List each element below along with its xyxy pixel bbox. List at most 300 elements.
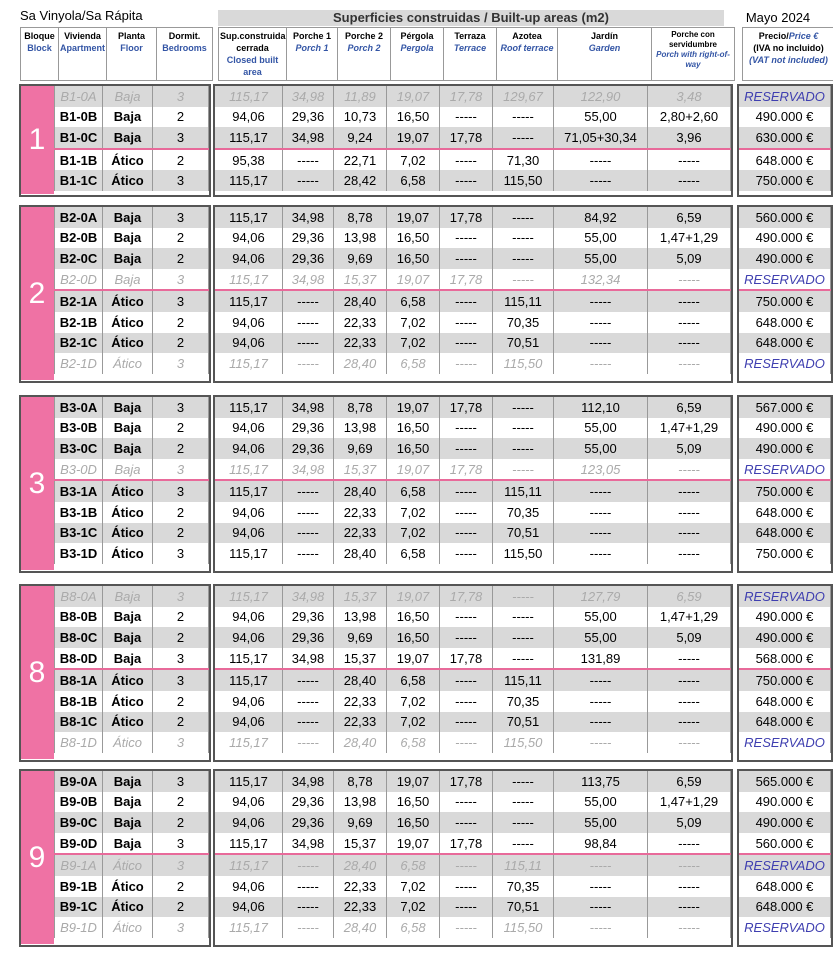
bedrooms-cell: 2	[153, 876, 209, 897]
closed-area-cell: 94,06	[215, 792, 283, 813]
table-row[interactable]	[55, 207, 831, 228]
roof-terrace-cell: 70,35	[493, 312, 554, 333]
garden-cell: 71,05+30,34	[554, 127, 648, 149]
garden-cell: -----	[554, 917, 648, 938]
bedrooms-cell: 3	[153, 917, 209, 938]
pergola-cell: 7,02	[387, 691, 440, 712]
price-cell: 750.000 €	[739, 480, 831, 502]
terrace-cell: -----	[440, 792, 493, 813]
price-cell: 648.000 €	[739, 149, 831, 171]
porch-2-cell: 22,33	[334, 712, 387, 733]
floor-type-cell: Ático	[103, 353, 153, 374]
porch-right-of-way-cell: 5,09	[648, 438, 731, 459]
terrace-cell: 17,78	[440, 771, 493, 792]
table-row[interactable]	[55, 691, 831, 712]
roof-terrace-cell: -----	[493, 586, 554, 607]
porch-1-cell: 29,36	[283, 228, 334, 249]
floor-type-cell: Baja	[103, 771, 153, 792]
roof-terrace-cell: 115,50	[493, 353, 554, 374]
floor-type-cell: Ático	[103, 897, 153, 918]
table-row[interactable]	[55, 459, 831, 481]
table-row[interactable]	[55, 771, 831, 792]
table-row[interactable]	[55, 312, 831, 333]
floor-type-cell: Baja	[103, 107, 153, 128]
table-row[interactable]	[55, 170, 831, 191]
floor-type-cell: Baja	[103, 397, 153, 418]
apartment-code-cell: B3-0D	[55, 459, 103, 481]
table-row[interactable]	[55, 248, 831, 269]
closed-area-cell: 94,06	[215, 627, 283, 648]
garden-cell: 98,84	[554, 833, 648, 855]
porch-right-of-way-cell: -----	[648, 897, 731, 918]
header-floor: Planta Floor	[107, 28, 157, 81]
floor-type-cell: Ático	[103, 917, 153, 938]
porch-2-cell: 28,40	[334, 480, 387, 502]
garden-cell: 112,10	[554, 397, 648, 418]
block-3	[20, 397, 824, 570]
price-cell: 560.000 €	[739, 833, 831, 855]
table-row[interactable]	[55, 833, 831, 855]
date-label: Mayo 2024	[745, 10, 811, 25]
pergola-cell: 19,07	[387, 771, 440, 792]
garden-cell: 122,90	[554, 86, 648, 107]
porch-1-cell: -----	[283, 170, 334, 191]
price-cell: 648.000 €	[739, 523, 831, 544]
price-cell: RESERVADO	[739, 854, 831, 876]
table-row[interactable]	[55, 480, 831, 502]
terrace-cell: -----	[440, 149, 493, 171]
porch-right-of-way-cell: -----	[648, 917, 731, 938]
site-title: Sa Vinyola/Sa Rápita	[20, 8, 143, 23]
price-cell: 648.000 €	[739, 691, 831, 712]
porch-right-of-way-cell: -----	[648, 333, 731, 354]
pergola-cell: 16,50	[387, 228, 440, 249]
porch-2-cell: 15,37	[334, 459, 387, 481]
pergola-cell: 19,07	[387, 459, 440, 481]
bedrooms-cell: 2	[153, 312, 209, 333]
block-2	[20, 207, 824, 380]
price-cell: 490.000 €	[739, 607, 831, 628]
roof-terrace-cell: -----	[493, 459, 554, 481]
garden-cell: 55,00	[554, 792, 648, 813]
porch-1-cell: 29,36	[283, 438, 334, 459]
area-title: Superficies construidas / Built-up areas (m2)	[218, 10, 724, 26]
price-cell: RESERVADO	[739, 732, 831, 753]
floor-type-cell: Ático	[103, 290, 153, 312]
table-row[interactable]	[55, 917, 831, 938]
porch-1-cell: 34,98	[283, 586, 334, 607]
terrace-cell: 17,78	[440, 833, 493, 855]
closed-area-cell: 115,17	[215, 170, 283, 191]
price-cell: RESERVADO	[739, 459, 831, 481]
bedrooms-cell: 3	[153, 543, 209, 564]
closed-area-cell: 115,17	[215, 833, 283, 855]
bedrooms-cell: 3	[153, 586, 209, 607]
roof-terrace-cell: -----	[493, 207, 554, 228]
terrace-cell: -----	[440, 333, 493, 354]
header-porch-right-of-way: Porche con servidumbre Porch with right-of-way	[652, 28, 735, 81]
apartment-code-cell: B8-0B	[55, 607, 103, 628]
terrace-cell: 17,78	[440, 586, 493, 607]
terrace-cell: -----	[440, 712, 493, 733]
floor-type-cell: Ático	[103, 312, 153, 333]
porch-1-cell: -----	[283, 876, 334, 897]
apartment-code-cell: B8-1A	[55, 669, 103, 691]
porch-2-cell: 28,40	[334, 854, 387, 876]
porch-2-cell: 28,42	[334, 170, 387, 191]
roof-terrace-cell: 70,35	[493, 502, 554, 523]
porch-2-cell: 13,98	[334, 792, 387, 813]
table-row[interactable]	[55, 86, 831, 107]
header-block: Bloque Block	[21, 28, 59, 81]
porch-2-cell: 13,98	[334, 228, 387, 249]
porch-2-cell: 8,78	[334, 397, 387, 418]
price-cell: RESERVADO	[739, 586, 831, 607]
bedrooms-cell: 2	[153, 691, 209, 712]
price-cell: 648.000 €	[739, 333, 831, 354]
roof-terrace-cell: -----	[493, 107, 554, 128]
apartment-code-cell: B8-1B	[55, 691, 103, 712]
floor-type-cell: Baja	[103, 207, 153, 228]
price-cell: 490.000 €	[739, 792, 831, 813]
block-number-badge: 2	[20, 207, 54, 380]
closed-area-cell: 115,17	[215, 543, 283, 564]
pergola-cell: 6,58	[387, 353, 440, 374]
pergola-cell: 7,02	[387, 312, 440, 333]
garden-cell: 55,00	[554, 812, 648, 833]
closed-area-cell: 94,06	[215, 897, 283, 918]
closed-area-cell: 115,17	[215, 353, 283, 374]
price-cell: 490.000 €	[739, 438, 831, 459]
floor-type-cell: Ático	[103, 333, 153, 354]
pergola-cell: 7,02	[387, 897, 440, 918]
bedrooms-cell: 2	[153, 248, 209, 269]
roof-terrace-cell: 70,51	[493, 523, 554, 544]
porch-2-cell: 15,37	[334, 586, 387, 607]
porch-1-cell: 34,98	[283, 269, 334, 291]
apartment-code-cell: B1-1C	[55, 170, 103, 191]
pergola-cell: 19,07	[387, 648, 440, 670]
porch-right-of-way-cell: -----	[648, 732, 731, 753]
bedrooms-cell: 3	[153, 833, 209, 855]
porch-2-cell: 15,37	[334, 648, 387, 670]
porch-right-of-way-cell: -----	[648, 712, 731, 733]
header-pergola: Pérgola Pergola	[391, 28, 444, 81]
roof-terrace-cell: 70,35	[493, 876, 554, 897]
pergola-cell: 7,02	[387, 502, 440, 523]
header-porch-2: Porche 2 Porch 2	[338, 28, 391, 81]
roof-terrace-cell: 115,11	[493, 669, 554, 691]
bedrooms-cell: 3	[153, 290, 209, 312]
porch-right-of-way-cell: -----	[648, 648, 731, 670]
table-row[interactable]	[55, 502, 831, 523]
table-row[interactable]	[55, 854, 831, 876]
bedrooms-cell: 2	[153, 502, 209, 523]
table-row[interactable]	[55, 712, 831, 733]
pergola-cell: 19,07	[387, 207, 440, 228]
roof-terrace-cell: -----	[493, 438, 554, 459]
porch-1-cell: -----	[283, 543, 334, 564]
closed-area-cell: 115,17	[215, 854, 283, 876]
price-cell: 630.000 €	[739, 127, 831, 149]
pergola-cell: 16,50	[387, 107, 440, 128]
apartment-code-cell: B3-1D	[55, 543, 103, 564]
bedrooms-cell: 3	[153, 269, 209, 291]
apartment-code-cell: B2-0B	[55, 228, 103, 249]
porch-right-of-way-cell: -----	[648, 269, 731, 291]
terrace-cell: -----	[440, 290, 493, 312]
terrace-cell: -----	[440, 627, 493, 648]
apartment-code-cell: B2-0D	[55, 269, 103, 291]
pergola-cell: 7,02	[387, 149, 440, 171]
apartment-code-cell: B9-0D	[55, 833, 103, 855]
porch-right-of-way-cell: 5,09	[648, 812, 731, 833]
pergola-cell: 19,07	[387, 127, 440, 149]
apartment-code-cell: B3-1C	[55, 523, 103, 544]
roof-terrace-cell: -----	[493, 833, 554, 855]
porch-1-cell: 34,98	[283, 207, 334, 228]
table-row[interactable]	[55, 290, 831, 312]
garden-cell: -----	[554, 149, 648, 171]
roof-terrace-cell: 70,51	[493, 712, 554, 733]
pergola-cell: 19,07	[387, 833, 440, 855]
porch-2-cell: 22,33	[334, 897, 387, 918]
garden-cell: -----	[554, 712, 648, 733]
roof-terrace-cell: 115,11	[493, 854, 554, 876]
block-9	[20, 771, 824, 944]
table-row[interactable]	[55, 353, 831, 374]
header-terrace: Terraza Terrace	[444, 28, 497, 81]
apartment-code-cell: B9-1A	[55, 854, 103, 876]
porch-right-of-way-cell: 5,09	[648, 627, 731, 648]
garden-cell: -----	[554, 502, 648, 523]
terrace-cell: 17,78	[440, 397, 493, 418]
terrace-cell: -----	[440, 312, 493, 333]
garden-cell: -----	[554, 691, 648, 712]
porch-right-of-way-cell: 1,47+1,29	[648, 228, 731, 249]
porch-2-cell: 22,33	[334, 523, 387, 544]
porch-right-of-way-cell: -----	[648, 502, 731, 523]
pergola-cell: 19,07	[387, 586, 440, 607]
bedrooms-cell: 3	[153, 207, 209, 228]
floor-type-cell: Baja	[103, 86, 153, 107]
price-cell: 490.000 €	[739, 228, 831, 249]
floor-type-cell: Baja	[103, 418, 153, 439]
table-row[interactable]	[55, 397, 831, 418]
apartment-code-cell: B1-0C	[55, 127, 103, 149]
table-row[interactable]	[55, 543, 831, 564]
roof-terrace-cell: -----	[493, 418, 554, 439]
table-row[interactable]	[55, 792, 831, 813]
pergola-cell: 6,58	[387, 669, 440, 691]
roof-terrace-cell: 129,67	[493, 86, 554, 107]
porch-1-cell: 34,98	[283, 86, 334, 107]
porch-1-cell: 29,36	[283, 607, 334, 628]
terrace-cell: -----	[440, 438, 493, 459]
porch-2-cell: 22,33	[334, 502, 387, 523]
apartment-code-cell: B9-1D	[55, 917, 103, 938]
porch-2-cell: 9,69	[334, 248, 387, 269]
table-row[interactable]	[55, 418, 831, 439]
terrace-cell: -----	[440, 876, 493, 897]
bedrooms-cell: 2	[153, 627, 209, 648]
pergola-cell: 6,58	[387, 854, 440, 876]
table-row[interactable]	[55, 648, 831, 670]
terrace-cell: -----	[440, 353, 493, 374]
pergola-cell: 16,50	[387, 627, 440, 648]
pergola-cell: 7,02	[387, 876, 440, 897]
porch-1-cell: 29,36	[283, 248, 334, 269]
floor-type-cell: Baja	[103, 627, 153, 648]
table-row[interactable]	[55, 523, 831, 544]
floor-type-cell: Baja	[103, 607, 153, 628]
porch-right-of-way-cell: -----	[648, 523, 731, 544]
table-row[interactable]	[55, 669, 831, 691]
closed-area-cell: 94,06	[215, 228, 283, 249]
block-number-badge: 8	[20, 586, 54, 759]
terrace-cell: 17,78	[440, 86, 493, 107]
header-bedrooms: Dormit. Bedrooms	[157, 28, 213, 81]
closed-area-cell: 115,17	[215, 86, 283, 107]
table-row[interactable]	[55, 876, 831, 897]
price-cell: 490.000 €	[739, 107, 831, 128]
closed-area-cell: 94,06	[215, 691, 283, 712]
apartment-code-cell: B3-1B	[55, 502, 103, 523]
table-row[interactable]	[55, 438, 831, 459]
table-row[interactable]	[55, 107, 831, 128]
bedrooms-cell: 3	[153, 732, 209, 753]
roof-terrace-cell: -----	[493, 771, 554, 792]
pergola-cell: 16,50	[387, 418, 440, 439]
bedrooms-cell: 3	[153, 459, 209, 481]
table-row[interactable]	[55, 149, 831, 171]
closed-area-cell: 94,06	[215, 502, 283, 523]
apartments-table	[54, 586, 831, 753]
terrace-cell: -----	[440, 170, 493, 191]
table-row[interactable]	[55, 127, 831, 149]
closed-area-cell: 94,06	[215, 107, 283, 128]
floor-type-cell: Ático	[103, 502, 153, 523]
porch-1-cell: -----	[283, 149, 334, 171]
roof-terrace-cell: -----	[493, 127, 554, 149]
floor-type-cell: Baja	[103, 269, 153, 291]
apartment-code-cell: B3-0A	[55, 397, 103, 418]
table-row[interactable]	[55, 897, 831, 918]
apartment-code-cell: B8-0C	[55, 627, 103, 648]
porch-1-cell: 29,36	[283, 627, 334, 648]
terrace-cell: -----	[440, 107, 493, 128]
table-row[interactable]	[55, 269, 831, 291]
garden-cell: -----	[554, 333, 648, 354]
porch-2-cell: 9,69	[334, 812, 387, 833]
pergola-cell: 16,50	[387, 607, 440, 628]
garden-cell: -----	[554, 290, 648, 312]
floor-type-cell: Ático	[103, 543, 153, 564]
price-cell: 490.000 €	[739, 248, 831, 269]
price-cell: RESERVADO	[739, 353, 831, 374]
roof-terrace-cell: 70,51	[493, 333, 554, 354]
floor-type-cell: Ático	[103, 669, 153, 691]
porch-2-cell: 15,37	[334, 269, 387, 291]
porch-right-of-way-cell: 1,47+1,29	[648, 607, 731, 628]
price-cell: RESERVADO	[739, 917, 831, 938]
price-cell: 648.000 €	[739, 712, 831, 733]
apartment-code-cell: B9-1C	[55, 897, 103, 918]
garden-cell: -----	[554, 523, 648, 544]
closed-area-cell: 115,17	[215, 648, 283, 670]
apartments-table	[54, 86, 831, 191]
price-cell: 490.000 €	[739, 627, 831, 648]
garden-cell: -----	[554, 480, 648, 502]
terrace-cell: -----	[440, 502, 493, 523]
closed-area-cell: 95,38	[215, 149, 283, 171]
closed-area-cell: 94,06	[215, 712, 283, 733]
apartment-code-cell: B2-0A	[55, 207, 103, 228]
garden-cell: 55,00	[554, 107, 648, 128]
roof-terrace-cell: -----	[493, 607, 554, 628]
floor-type-cell: Ático	[103, 480, 153, 502]
terrace-cell: -----	[440, 248, 493, 269]
table-row[interactable]	[55, 228, 831, 249]
closed-area-cell: 94,06	[215, 333, 283, 354]
block-number-badge: 9	[20, 771, 54, 944]
terrace-cell: -----	[440, 523, 493, 544]
garden-cell: -----	[554, 312, 648, 333]
porch-2-cell: 28,40	[334, 290, 387, 312]
apartment-code-cell: B9-0B	[55, 792, 103, 813]
porch-1-cell: -----	[283, 333, 334, 354]
floor-type-cell: Ático	[103, 854, 153, 876]
price-cell: 568.000 €	[739, 648, 831, 670]
header-roof-terrace: Azotea Roof terrace	[497, 28, 558, 81]
closed-area-cell: 115,17	[215, 732, 283, 753]
roof-terrace-cell: -----	[493, 248, 554, 269]
garden-cell: 55,00	[554, 607, 648, 628]
floor-type-cell: Ático	[103, 876, 153, 897]
porch-2-cell: 28,40	[334, 917, 387, 938]
header-porch-1: Porche 1 Porch 1	[287, 28, 338, 81]
porch-right-of-way-cell: -----	[648, 480, 731, 502]
apartment-code-cell: B8-1D	[55, 732, 103, 753]
garden-cell: 55,00	[554, 248, 648, 269]
table-row[interactable]	[55, 732, 831, 753]
table-row[interactable]	[55, 333, 831, 354]
pergola-cell: 6,58	[387, 480, 440, 502]
apartment-code-cell: B1-0A	[55, 86, 103, 107]
porch-2-cell: 22,71	[334, 149, 387, 171]
table-row[interactable]	[55, 607, 831, 628]
closed-area-cell: 94,06	[215, 876, 283, 897]
bedrooms-cell: 2	[153, 333, 209, 354]
closed-area-cell: 94,06	[215, 812, 283, 833]
porch-2-cell: 13,98	[334, 607, 387, 628]
roof-terrace-cell: -----	[493, 228, 554, 249]
price-cell: RESERVADO	[739, 269, 831, 291]
table-row[interactable]	[55, 627, 831, 648]
porch-1-cell: -----	[283, 712, 334, 733]
apartment-code-cell: B8-0D	[55, 648, 103, 670]
porch-1-cell: -----	[283, 732, 334, 753]
table-row[interactable]	[55, 812, 831, 833]
table-row[interactable]	[55, 586, 831, 607]
garden-cell: 132,34	[554, 269, 648, 291]
bedrooms-cell: 2	[153, 607, 209, 628]
floor-type-cell: Baja	[103, 438, 153, 459]
porch-1-cell: -----	[283, 691, 334, 712]
bedrooms-cell: 2	[153, 438, 209, 459]
closed-area-cell: 115,17	[215, 586, 283, 607]
apartment-code-cell: B9-0C	[55, 812, 103, 833]
